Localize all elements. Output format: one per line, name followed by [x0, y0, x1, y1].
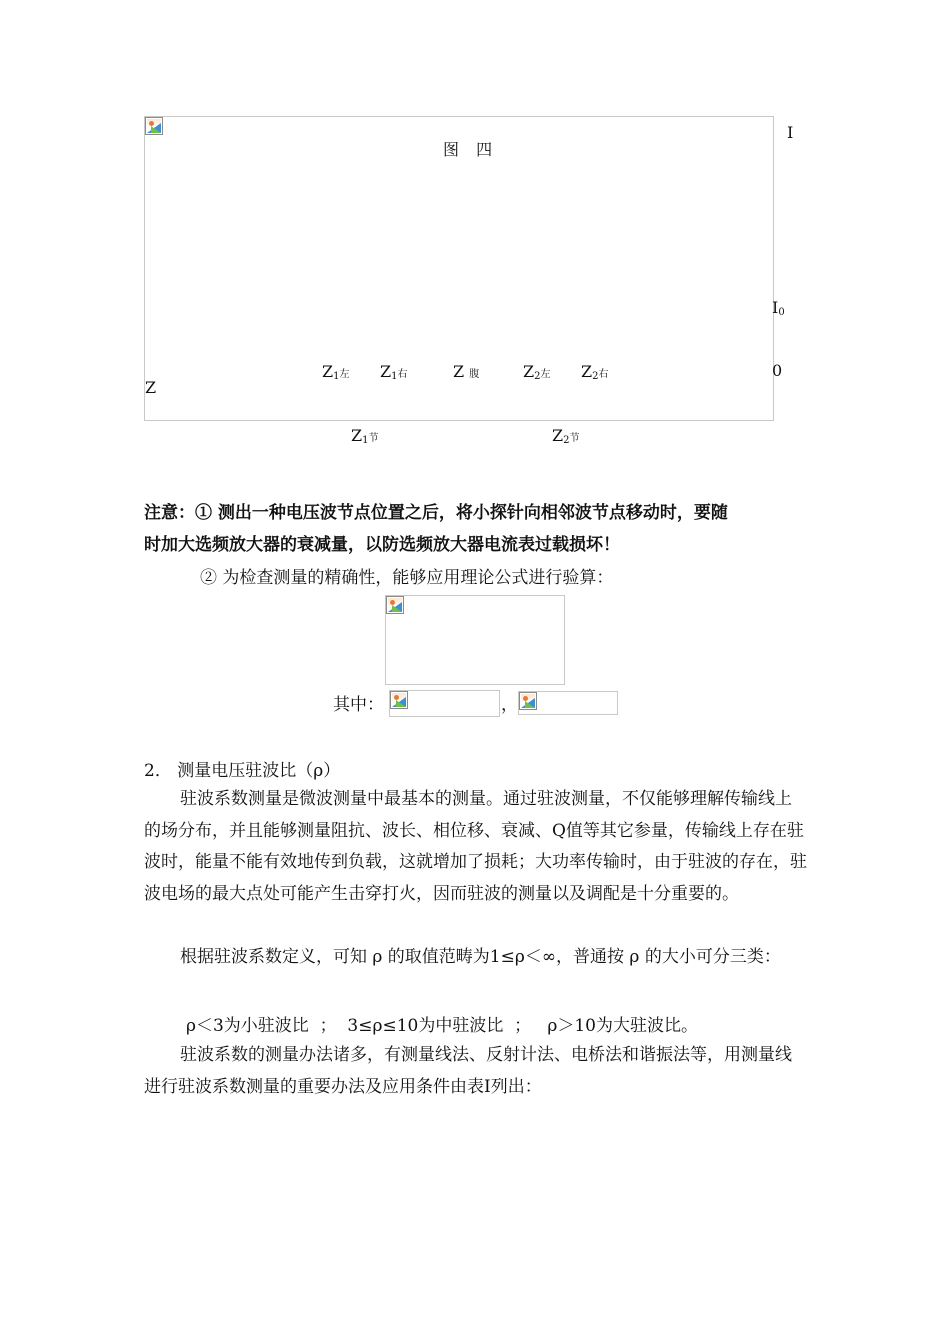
note-line-1: 注意：① 测出一种电压波节点位置之后，将小探针向相邻波节点移动时，要随 — [144, 503, 728, 523]
note-paragraph — [144, 498, 808, 561]
label-z2-node: $Z_2$节 — [552, 426, 580, 446]
label-z1-left: $Z_1$左 — [322, 362, 350, 382]
label-z2-right: $Z_2$右 — [581, 362, 609, 382]
paragraph-2: 根据驻波系数定义，可知 ρ 的取值范畴为1≤ρ＜∞，普通按 ρ 的大小可分三类： — [180, 947, 781, 967]
label-z1-node: $Z_1$节 — [351, 426, 379, 446]
axis-label-i: I — [787, 123, 794, 142]
section-heading: 2． 测量电压驻波比（ρ） — [144, 761, 341, 781]
broken-image-icon — [145, 117, 163, 135]
formula-image-frame — [385, 595, 565, 685]
broken-image-icon — [519, 692, 537, 710]
label-z2-left: $Z_2$左 — [523, 362, 551, 382]
paragraph-1: 驻波系数测量是微波测量中最基本的测量。通过驻波测量，不仅能够理解传输线上的场分布，并且能够测量阻抗、波长、相位移、衰减、Q值等其它参量，传输线上存在驻波时，能量不能有效地传到负载，这就增加了损耗；大功率传输时，由于驻波的存在，驻波电场的最大点处可能产生击穿打火，因而驻波的测量以及调配是十分重要的。 — [144, 789, 807, 904]
label-z-antinode: Z 腹 — [453, 362, 480, 381]
axis-origin-zero: 0 — [772, 361, 783, 380]
broken-image-icon — [390, 691, 408, 709]
paragraph-3: ρ＜3为小驻波比 ； 3≤ρ≤10为中驻波比 ； ρ＞10为大驻波比。 — [186, 1016, 698, 1036]
label-z1-right: $Z_1$右 — [380, 362, 408, 382]
figure-caption: 图 四 — [443, 140, 499, 159]
axis-label-i0: $I_0$ — [772, 298, 785, 318]
broken-image-icon — [386, 596, 404, 614]
note-item-2: ② 为检查测量的精确性，能够应用理论公式进行验算： — [200, 568, 614, 588]
where-label: 其中： — [333, 695, 384, 715]
note-line-2: 时加大选频放大器的衰减量，以防选频放大器电流表过载损坏！ — [144, 534, 620, 555]
comma: ， — [501, 695, 518, 715]
paragraph-4: 驻波系数的测量办法诸多，有测量线法、反射计法、电桥法和谐振法等，用测量线进行驻波系数测量的重要办法及应用条件由表Ⅰ列出： — [144, 1045, 792, 1097]
axis-label-z: Z — [145, 378, 157, 397]
